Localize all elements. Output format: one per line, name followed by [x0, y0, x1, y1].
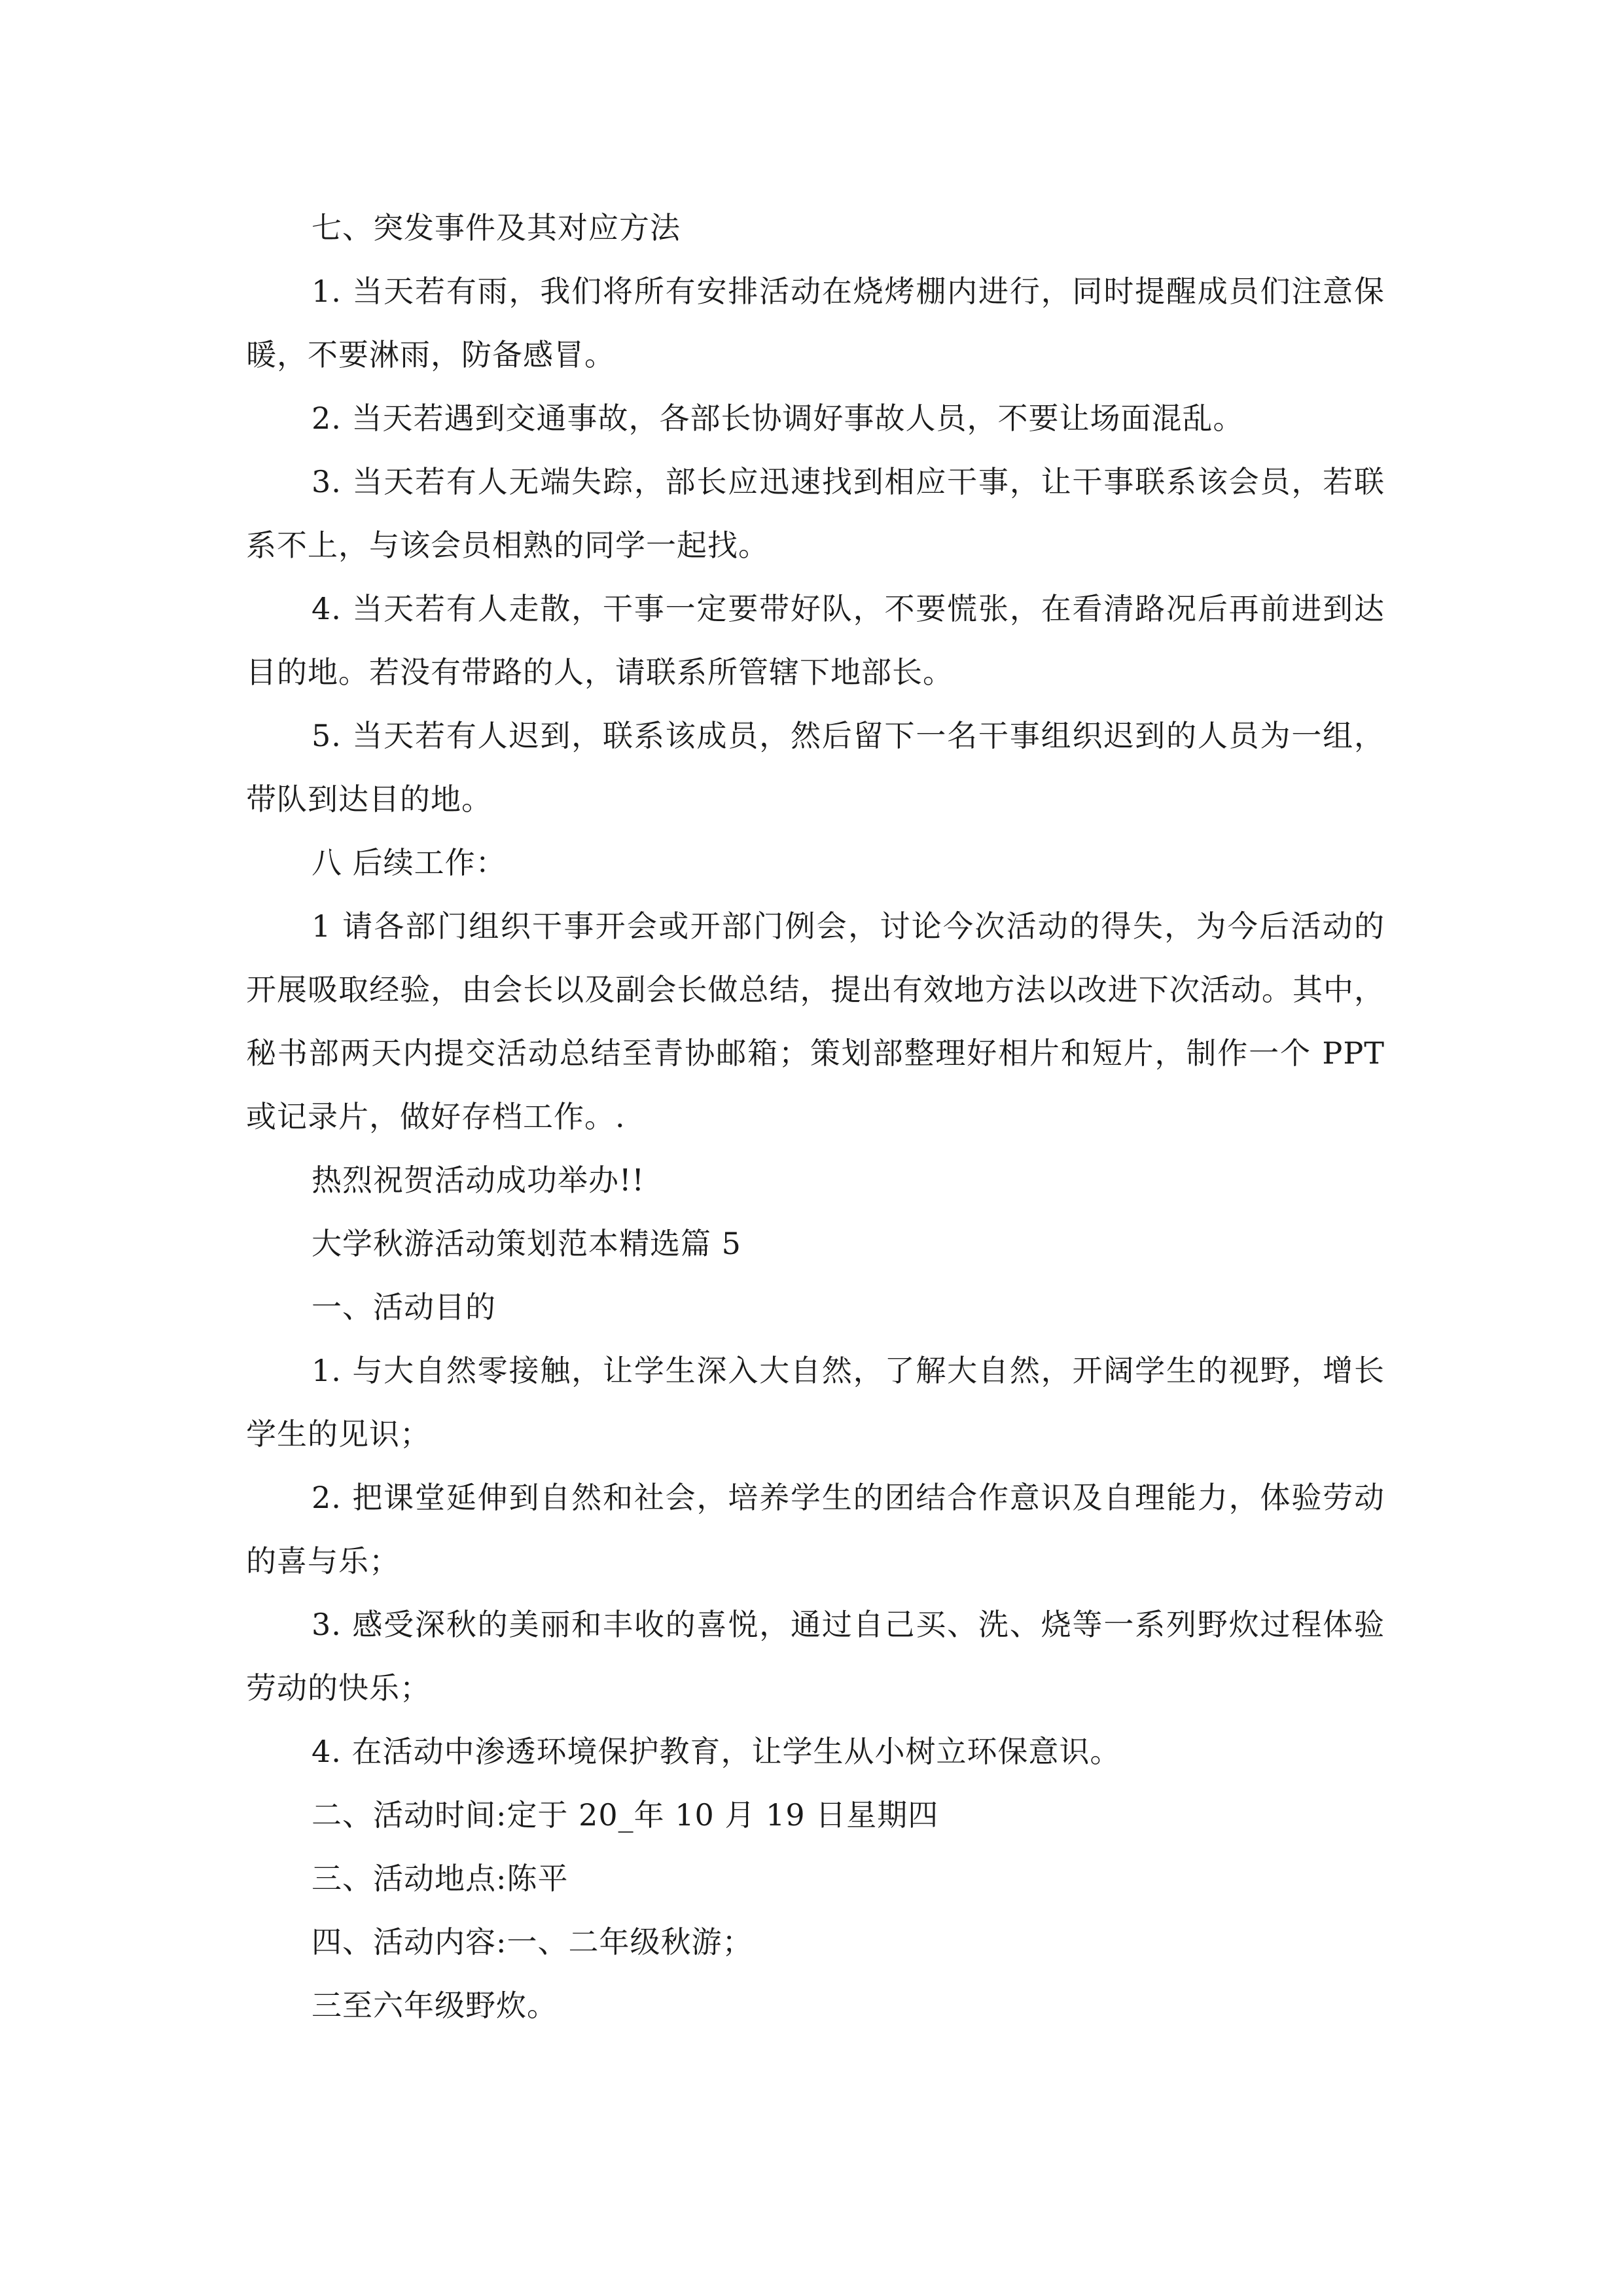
- document-section-title: 大学秋游活动策划范本精选篇 5: [312, 1226, 741, 1261]
- paragraph-activity-location: 三、活动地点:陈平: [312, 1861, 569, 1896]
- paragraph-separated: 4. 当天若有人走散，干事一定要带好队，不要慌张，在看清路况后再前进到达目的地。若没有带路的人，请联系所管辖下地部长。: [246, 591, 1385, 690]
- paragraph-purpose-2: 2. 把课堂延伸到自然和社会，培养学生的团结合作意识及自理能力，体验劳动的喜与乐；: [246, 1480, 1385, 1579]
- section-heading-follow-up: 八 后续工作：: [312, 845, 507, 880]
- paragraph-purpose-3: 3. 感受深秋的美丽和丰收的喜悦，通过自己买、洗、烧等一系列野炊过程体验劳动的快乐；: [246, 1607, 1385, 1706]
- paragraph-purpose-4: 4. 在活动中渗透环境保护教育，让学生从小树立环保意识。: [312, 1734, 1121, 1769]
- paragraph-congratulations: 热烈祝贺活动成功举办!!: [312, 1162, 645, 1198]
- paragraph-activity-content-cont: 三至六年级野炊。: [312, 1988, 558, 2023]
- section-heading-purpose: 一、活动目的: [312, 1289, 496, 1325]
- section-heading-emergencies: 七、突发事件及其对应方法: [312, 210, 681, 245]
- paragraph-follow-up-work: 1 请各部门组织干事开会或开部门例会，讨论今次活动的得失，为今后活动的开展吸取经验，由会长以及副会长做总结，提出有效地方法以改进下次活动。其中，秘书部两天内提交活动总结至青协邮箱；策划部整理好相片和短片，制作一个 PPT 或记录片，做好存档工作。.: [246, 908, 1385, 1134]
- paragraph-missing-person: 3. 当天若有人无端失踪，部长应迅速找到相应干事，让干事联系该会员，若联系不上，与该会员相熟的同学一起找。: [246, 464, 1385, 563]
- paragraph-late-arrival: 5. 当天若有人迟到，联系该成员，然后留下一名干事组织迟到的人员为一组，带队到达目的地。: [246, 718, 1385, 817]
- paragraph-activity-time: 二、活动时间:定于 20_年 10 月 19 日星期四: [312, 1797, 939, 1833]
- paragraph-purpose-1: 1. 与大自然零接触，让学生深入大自然，了解大自然，开阔学生的视野，增长学生的见识；: [246, 1353, 1385, 1452]
- paragraph-activity-content: 四、活动内容:一、二年级秋游；: [312, 1924, 753, 1960]
- paragraph-rain-plan: 1. 当天若有雨，我们将所有安排活动在烧烤棚内进行，同时提醒成员们注意保暖，不要淋雨，防备感冒。: [246, 274, 1385, 372]
- paragraph-traffic-accident: 2. 当天若遇到交通事故，各部长协调好事故人员，不要让场面混乱。: [312, 401, 1244, 436]
- document-body: [246, 196, 1385, 2037]
